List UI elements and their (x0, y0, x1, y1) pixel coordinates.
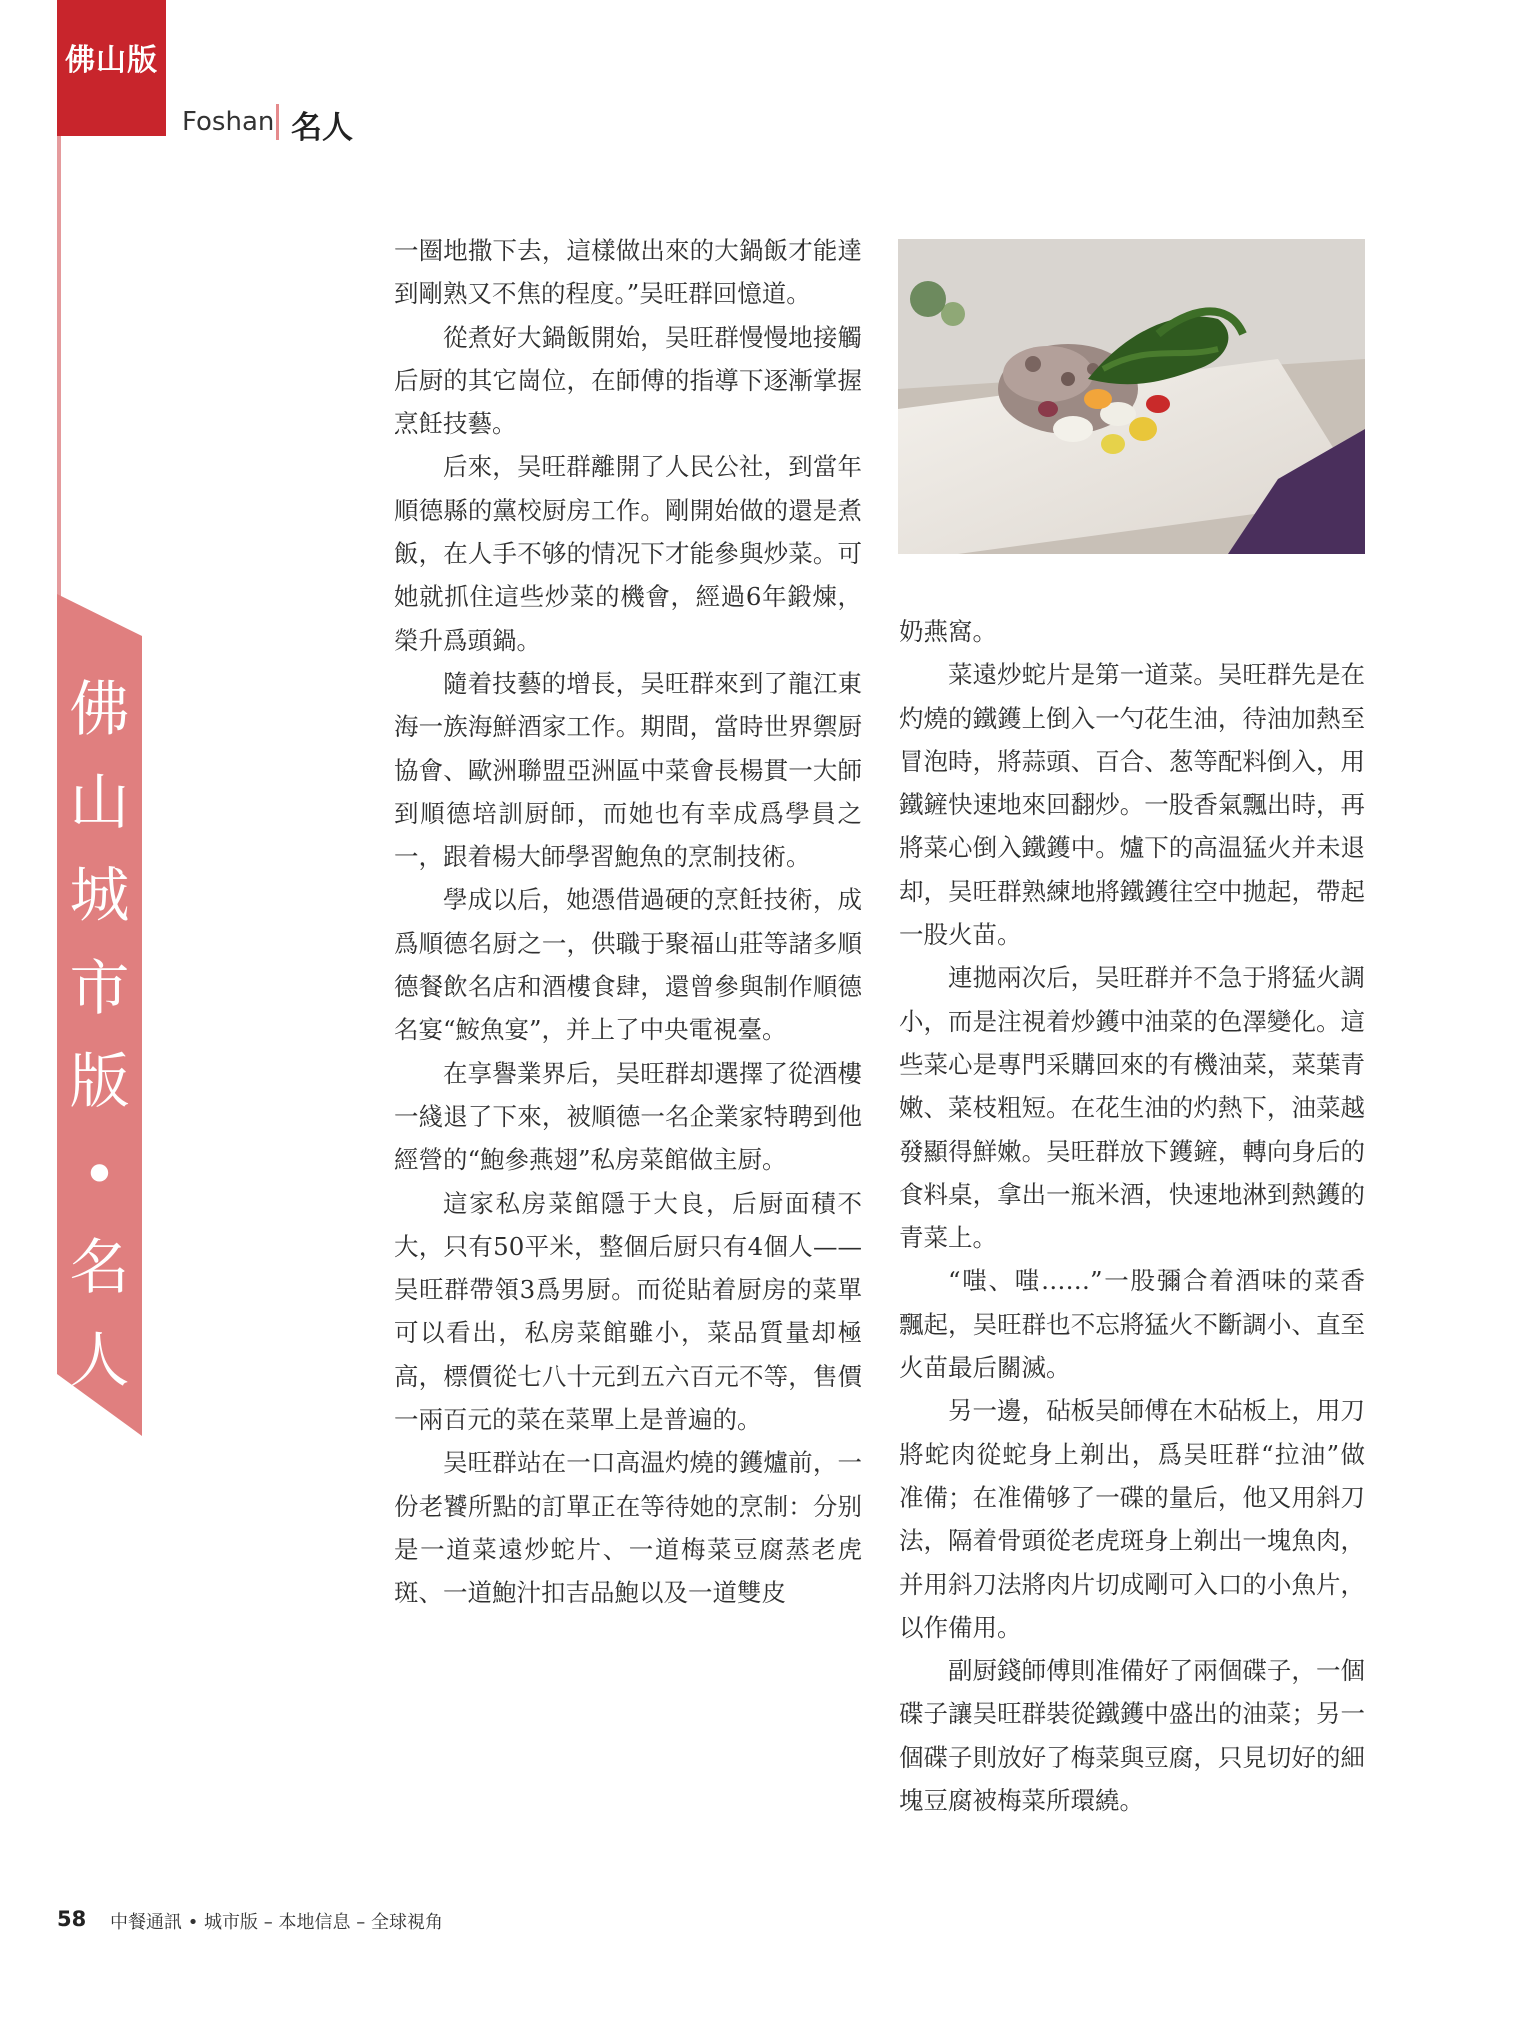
article-paragraph: 隨着技藝的增長，吴旺群來到了龍江東海一族海鮮酒家工作。期間，當時世界禦厨協會、歐洲聯盟亞洲區中菜會長楊貫一大師到順德培訓厨師，而她也有幸成爲學員之一，跟着楊大師學習鮑魚的烹制技術。 (394, 668, 862, 872)
article-paragraph: 另一邊，砧板吴師傅在木砧板上，用刀將蛇肉從蛇身上剃出，爲吴旺群“拉油”做准備；在准備够了一碟的量后，他又用斜刀法，隔着骨頭從老虎斑身上剃出一塊魚肉，并用斜刀法將肉片切成剛可入口的小魚片，以作備用。 (899, 1396, 1365, 1642)
ribbon-char: • (81, 1140, 118, 1210)
article-paragraph: 后來，吴旺群離開了人民公社，到當年順德縣的黨校厨房工作。剛開始做的還是煮飯，在人手不够的情况下才能參與炒菜。可她就抓住這些炒菜的機會，經過6年鍛煉，榮升爲頭鍋。 (394, 452, 862, 655)
edition-label: 佛山版 (65, 43, 158, 78)
article-paragraph: 學成以后，她憑借過硬的烹飪技術，成爲順德名厨之一，供職于聚福山莊等諸多順德餐飲名店和酒樓食肆，還曾參與制作順德名宴“鮟魚宴”，并上了中央電視臺。 (394, 885, 862, 1045)
side-ribbon-text (57, 664, 142, 1408)
article-paragraph: 從煮好大鍋飯開始，吴旺群慢慢地接觸后厨的其它崗位，在師傅的指導下逐漸掌握烹飪技藝。 (394, 322, 862, 439)
article-paragraph: 奶燕窩。 (899, 617, 997, 646)
edition-tab (57, 0, 166, 136)
article-paragraph: 吴旺群站在一口高温灼燒的鑊爐前，一份老饕所點的訂單正在等待她的烹制：分别是一道菜遠炒蛇片、一道梅菜豆腐蒸老虎斑、一道鮑汁扣吉品鮑以及一道雙皮 (394, 1448, 862, 1608)
publication-footer: 中餐通訊 • 城市版 – 本地信息 – 全球視角 (110, 1912, 443, 1933)
section-divider (276, 104, 279, 140)
article-paragraph: 在享譽業界后，吴旺群却選擇了從酒樓一綫退了下來，被順德一名企業家特聘到他經營的“鮑參燕翅”私房菜館做主厨。 (394, 1058, 862, 1175)
article-paragraph: 菜遠炒蛇片是第一道菜。吴旺群先是在灼燒的鐵鑊上倒入一勺花生油，待油加熱至冒泡時，將蒜頭、百合、葱等配料倒入，用鐵鏟快速地來回翻炒。一股香氣飄出時，再將菜心倒入鐵鑊中。爐下的高温猛火并未退却，吴旺群熟練地將鐵鑊往空中拋起，帶起一股火苗。 (899, 660, 1365, 950)
article-left-column (394, 229, 862, 1615)
ribbon-char: 佛 (69, 675, 130, 745)
article-paragraph: 副厨錢師傅則准備好了兩個碟子，一個碟子讓吴旺群裝從鐵鑊中盛出的油菜；另一個碟子則放好了梅菜與豆腐，只見切好的細塊豆腐被梅菜所環繞。 (899, 1656, 1365, 1816)
ribbon-char: 名 (69, 1233, 130, 1303)
ribbon-char: 市 (69, 954, 130, 1024)
article-paragraph: 連拋兩次后，吴旺群并不急于將猛火調小，而是注視着炒鑊中油菜的色澤變化。這些菜心是專門采購回來的有機油菜，菜葉青嫩、菜枝粗短。在花生油的灼熱下，油菜越發顯得鮮嫩。吴旺群放下鑊鏟，轉向身后的食料桌，拿出一瓶米酒，快速地淋到熱鑊的青菜上。 (899, 963, 1365, 1253)
article-paragraph: 這家私房菜館隱于大良，后厨面積不大，只有50平米，整個后厨只有4個人——吴旺群帶領3爲男厨。而從貼着厨房的菜單可以看出，私房菜館雖小，菜品質量却極高，標價從七八十元到五六百元不等，售價一兩百元的菜在菜單上是普遍的。 (394, 1188, 862, 1435)
page-number: 58 (57, 1907, 87, 1931)
section-title-cn: 名人 (291, 110, 353, 146)
article-right-column (899, 610, 1365, 1822)
ribbon-char: 城 (69, 861, 130, 931)
article-paragraph: 一圈地撒下去，這樣做出來的大鍋飯才能達到剛熟又不焦的程度。”吴旺群回憶道。 (394, 236, 862, 309)
side-accent-line (57, 136, 61, 596)
dish-photo-illustration (898, 239, 1365, 554)
ribbon-char: 人 (69, 1326, 130, 1396)
section-title-en: Foshan (182, 107, 275, 137)
article-paragraph: “嗤、嗤……”一股彌合着酒味的菜香飄起，吴旺群也不忘將猛火不斷調小、直至火苗最后關滅。 (899, 1266, 1365, 1383)
ribbon-char: 山 (69, 768, 130, 838)
ribbon-char: 版 (69, 1047, 130, 1117)
dish-photo (898, 239, 1365, 554)
